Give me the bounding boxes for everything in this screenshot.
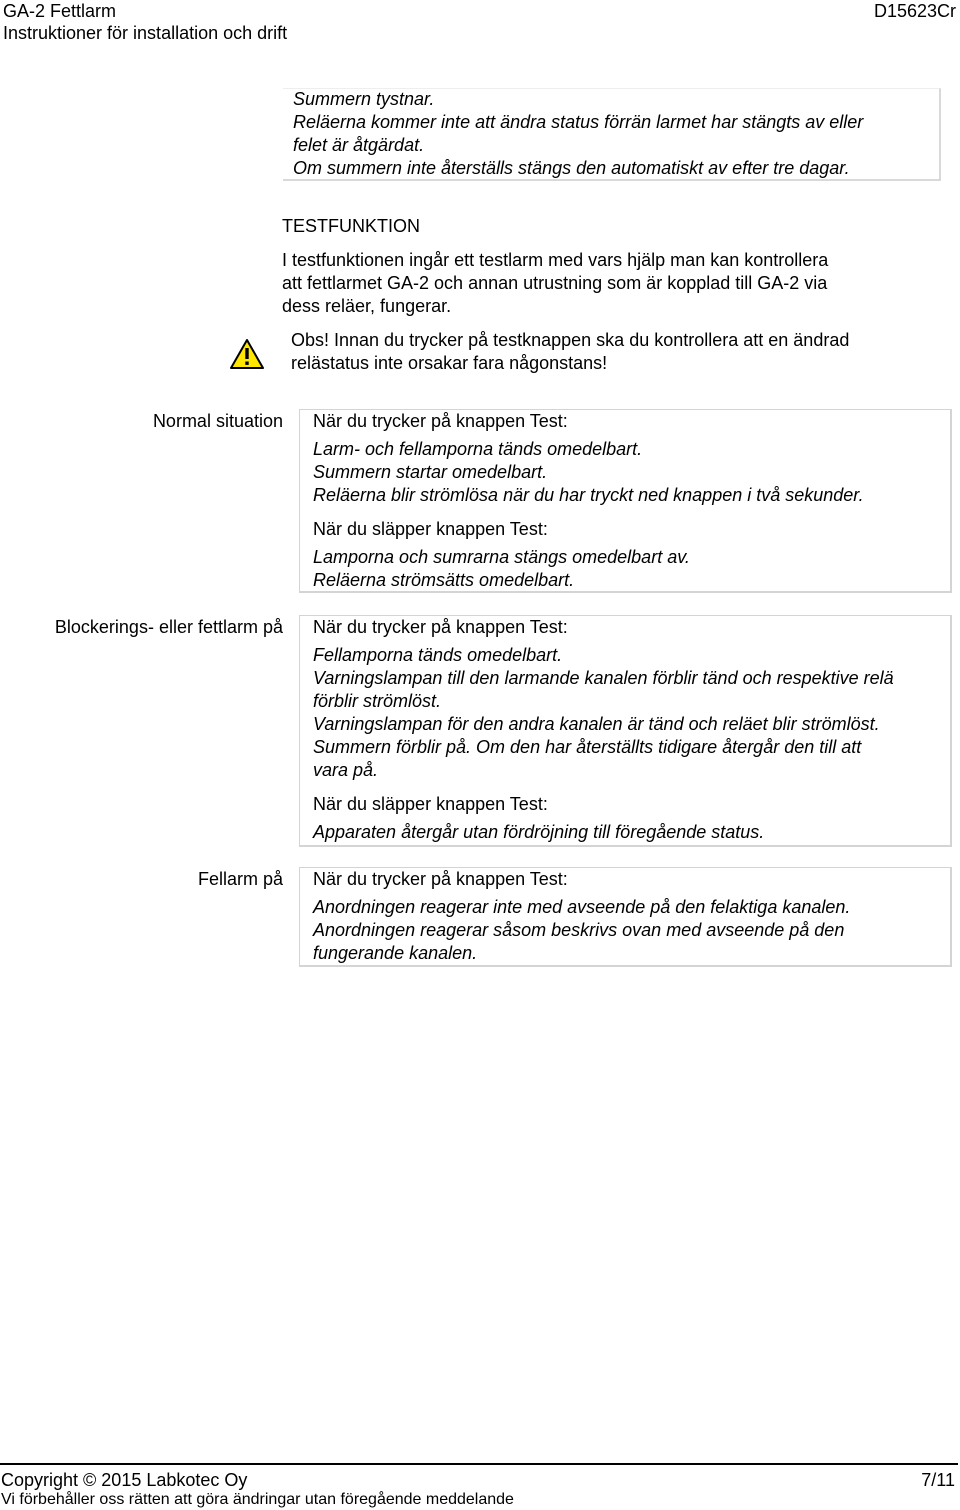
press-line: Larm- och fellamporna tänds omedelbart. [313,439,643,459]
footer-divider [0,1463,958,1465]
press-heading: När du trycker på knappen Test: [313,411,568,431]
press-heading: När du trycker på knappen Test: [313,869,568,889]
press-line: Anordningen reagerar såsom beskrivs ovan med avseende på den [313,920,845,940]
press-line: fungerande kanalen. [313,943,478,963]
release-heading: När du släpper knappen Test: [313,794,548,814]
row-content-blocking [313,616,953,844]
row-label-fault: Fellarm på [197,869,283,889]
warning-line: Obs! Innan du trycker på testknappen ska du kontrollera att en ändrad [291,330,850,350]
row-label-normal: Normal situation [152,411,283,431]
document-code: D15623Cr [873,1,956,21]
press-line: Varningslampan till den larmande kanalen förblir tänd och respektive relä [313,668,894,688]
intro-line: att fettlarmet GA-2 och annan utrustning som är kopplad till GA-2 via [282,273,828,293]
row-content-fault [313,868,953,965]
press-line: förblir strömlöst. [313,691,442,711]
press-line: Anordningen reagerar inte med avseende på den felaktiga kanalen. [313,897,851,917]
press-line: Fellamporna tänds omedelbart. [313,645,563,665]
page-number: 7/11 [921,1470,955,1490]
row-label-blocking: Blockerings- eller fettlarm på [54,617,283,637]
release-heading: När du släpper knappen Test: [313,519,548,539]
press-line: vara på. [313,760,379,780]
press-heading: När du trycker på knappen Test: [313,617,568,637]
section-heading: TESTFUNKTION [282,216,420,236]
note-line: Om summern inte återställs stängs den automatiskt av efter tre dagar. [293,158,850,178]
document-subtitle: Instruktioner för installation och drift [3,23,288,43]
document-title: GA-2 Fettlarm [3,1,117,21]
release-line: Reläerna strömsätts omedelbart. [313,570,575,590]
intro-line: I testfunktionen ingår ett testlarm med vars hjälp man kan kontrollera [282,250,829,270]
section-intro [282,249,922,318]
press-line: Varningslampan för den andra kanalen är tänd och reläet blir strömlöst. [313,714,880,734]
footer-reservation: Vi förbehåller oss rätten att göra ändringar utan föregående meddelande [1,1491,514,1508]
release-line: Apparaten återgår utan fördröjning till föregående status. [313,822,765,842]
press-line: Summern startar omedelbart. [313,462,548,482]
intro-line: dess reläer, fungerar. [282,296,452,316]
warning-line: relästatus inte orsakar fara någonstans! [291,353,608,373]
row-content-normal [313,410,953,592]
warning-text [291,329,931,375]
warning-triangle-icon [229,338,265,370]
press-line: Summern förblir på. Om den har återställts tidigare återgår den till att [313,737,862,757]
note-line: Reläerna kommer inte att ändra status förrän larmet har stängts av eller [293,112,864,132]
note-line: Summern tystnar. [293,89,435,109]
note-line: felet är åtgärdat. [293,135,425,155]
press-line: Reläerna blir strömlösa när du har tryckt ned knappen i två sekunder. [313,485,864,505]
release-line: Lamporna och sumrarna stängs omedelbart av. [313,547,690,567]
note-text [293,88,933,180]
footer-copyright: Copyright © 2015 Labkotec Oy [1,1470,248,1490]
